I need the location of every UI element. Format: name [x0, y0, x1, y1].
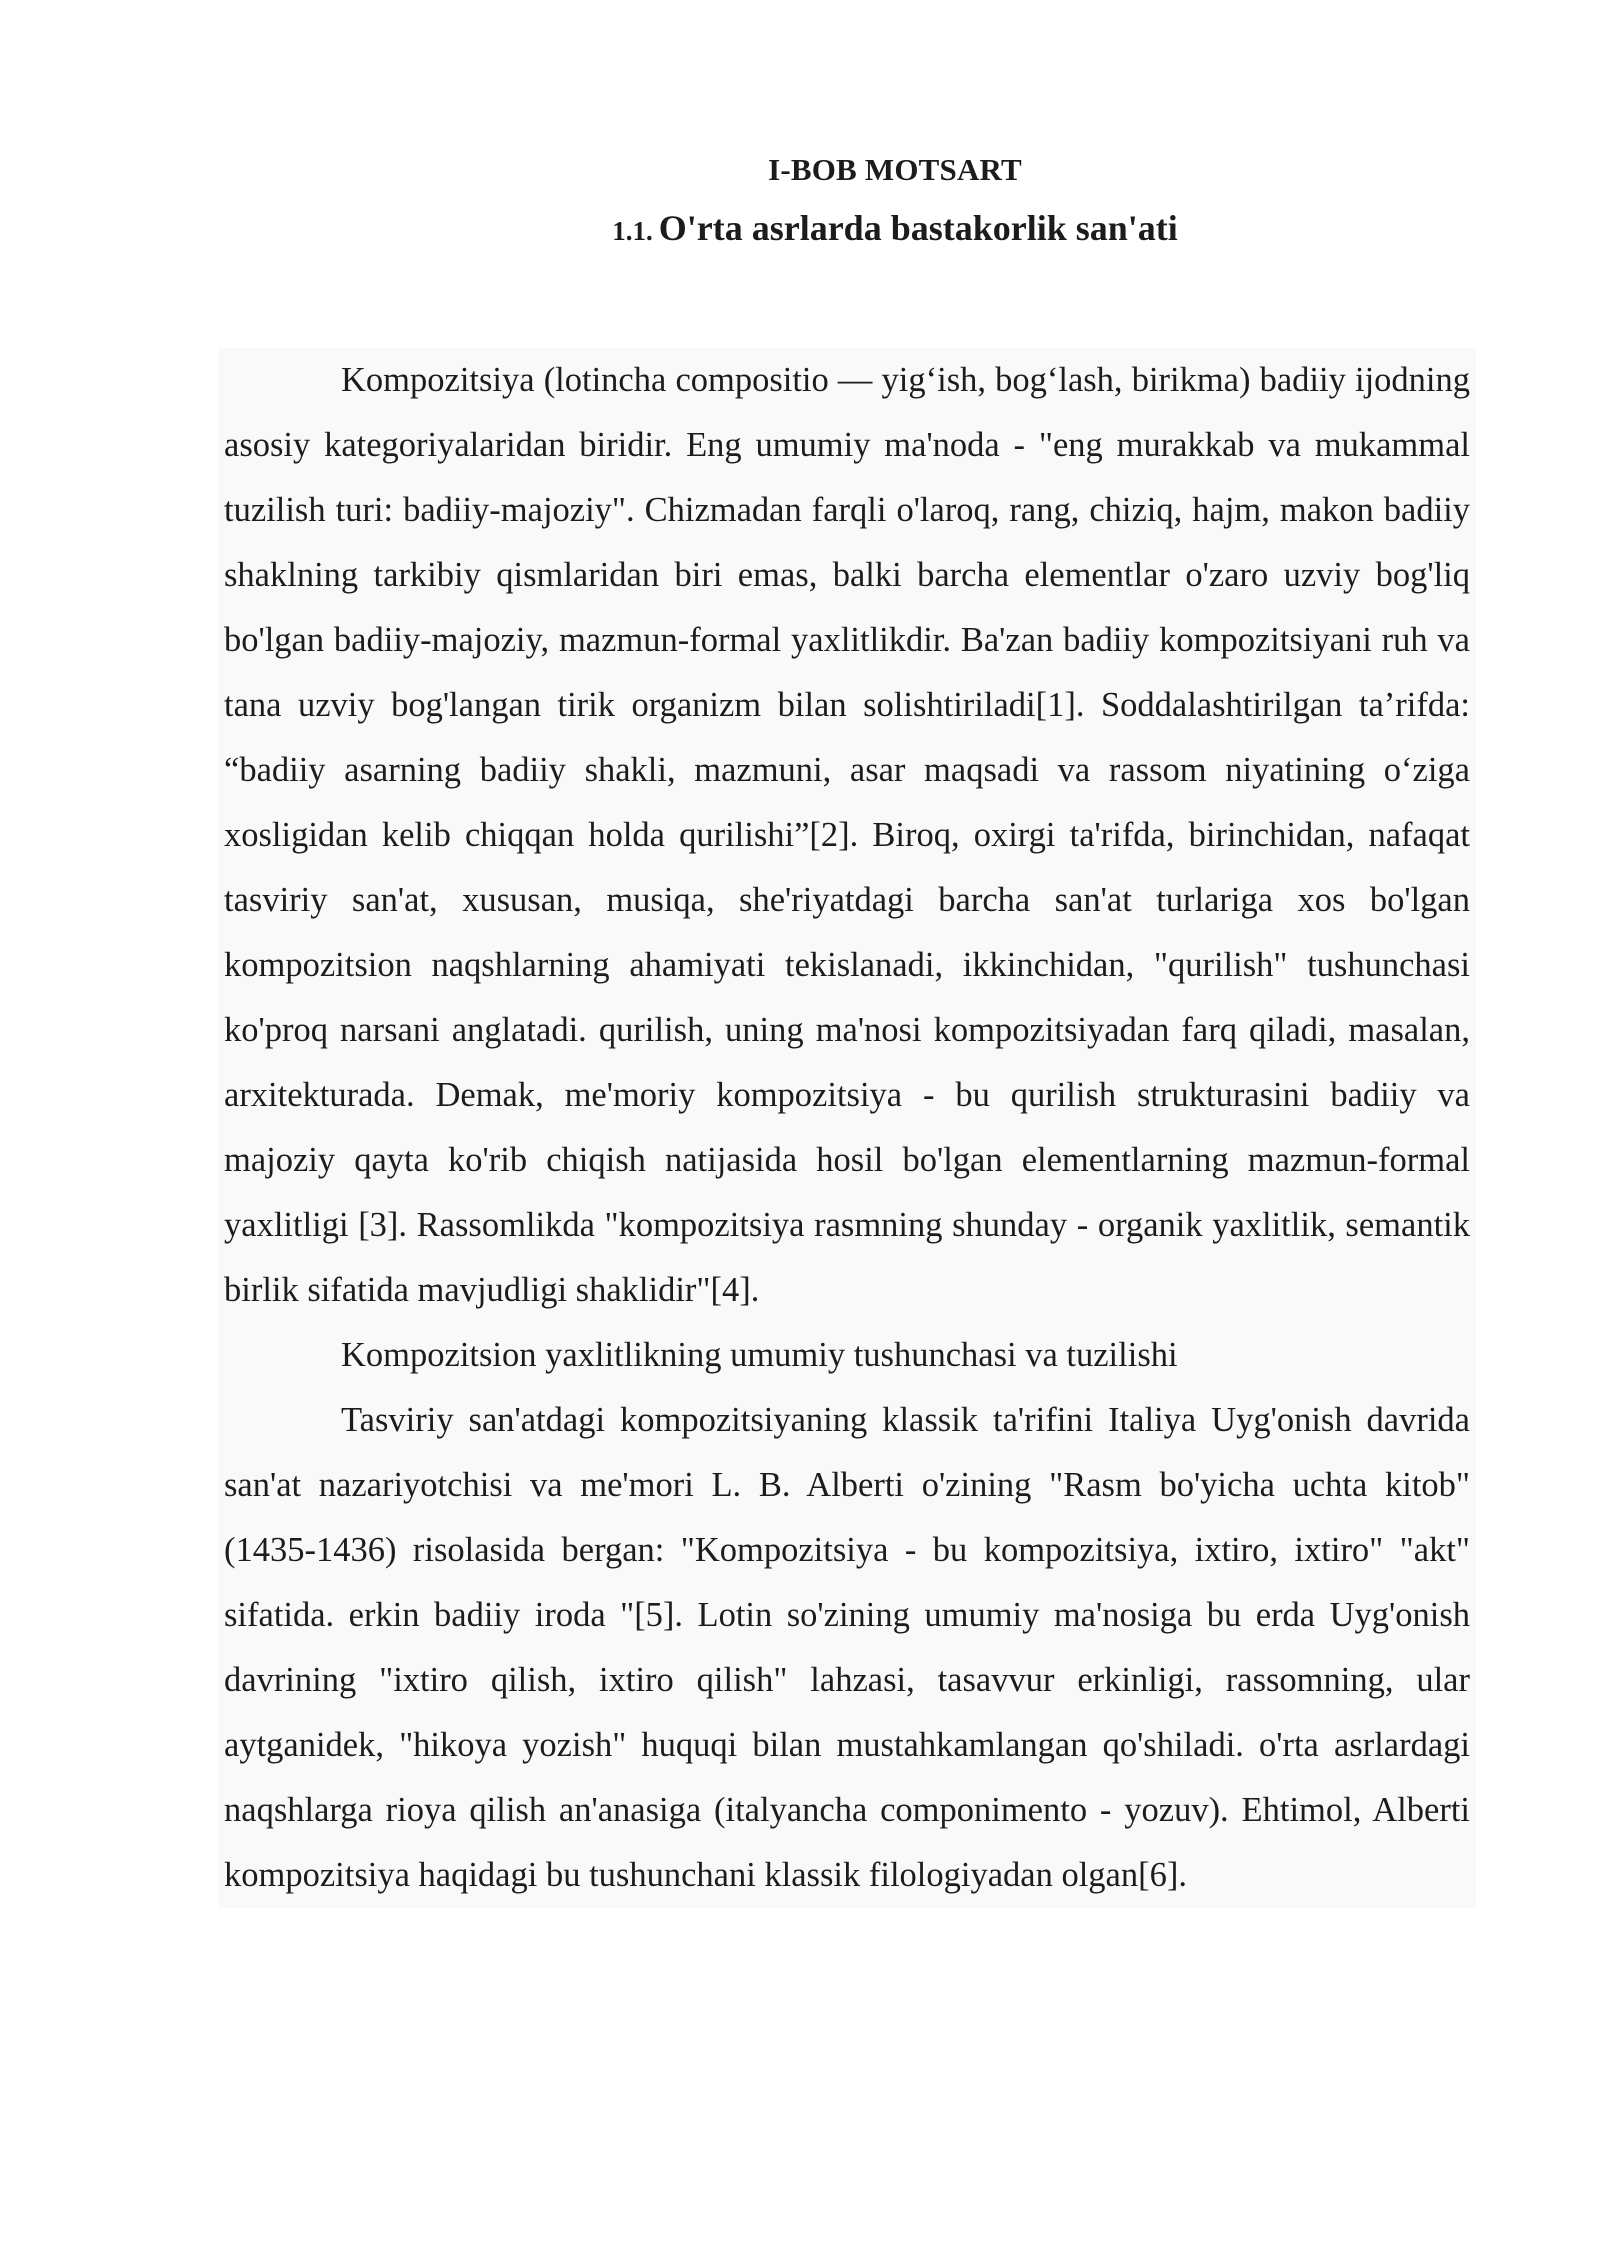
body-text [218, 348, 1476, 1908]
subheading: Kompozitsion yaxlitlikning umumiy tushunchasi va tuzilishi [341, 1336, 1178, 1374]
section-title-text: O'rta asrlarda bastakorlik san'ati [658, 208, 1178, 248]
section-title [0, 207, 1600, 249]
paragraph: Tasviriy san'atdagi kompozitsiyaning klassik ta'rifini Italiya Uyg'onish davrida san'at nazariyotchisi va me'mori L. B. Alberti o'zining "Rasm bo'yicha uchta kitob" (1435-1436) risolasida bergan: "Kompozitsiya - bu kompozitsiya, ixtiro, ixtiro" "akt" sifatida. erkin badiiy iroda "[5]. Lotin so'zining umumiy ma'nosiga bu erda Uyg'onish davrining "ixtiro qilish, ixtiro qilish" lahzasi, tasavvur erkinligi, rassomning, ular aytganidek, "hikoya yozish" huquqi bilan mustahkamlangan qo'shiladi. o'rta asrlardagi naqshlarga rioya qilish an'anasiga (italyancha componimento - yozuv). Ehtimol, Alberti kompozitsiya haqidagi bu tushunchani klassik filologiyadan olgan[6]. [224, 1401, 1470, 1894]
section-number: 1.1. [612, 216, 653, 246]
chapter-title: I-BOB MOTSART [768, 152, 1022, 187]
paragraph: Kompozitsiya (lotincha compositio — yig‘ish, bog‘lash, birikma) badiiy ijodning asosiy kategoriyalaridan biridir. Eng umumiy ma'noda - "eng murakkab va mukammal tuzilish turi: badiiy-majoziy". Chizmadan farqli o'laroq, rang, chiziq, hajm, makon badiiy shaklning tarkibiy qismlaridan biri emas, balki barcha elementlar o'zaro uzviy bog'liq bo'lgan badiiy-majoziy, mazmun-formal yaxlitlikdir. Ba'zan badiiy kompozitsiyani ruh va tana uzviy bog'langan tirik organizm bilan solishtiriladi[1]. Soddalashtirilgan ta’rifda: “badiiy asarning badiiy shakli, mazmuni, asar maqsadi va rassom niyatining o‘ziga xosligidan kelib chiqqan holda qurilishi”[2]. Biroq, oxirgi ta'rifda, birinchidan, nafaqat tasviriy san'at, xususan, musiqa, she'riyatdagi barcha san'at turlariga xos bo'lgan kompozitsion naqshlarning ahamiyati tekislanadi, ikkinchidan, "qurilish" tushunchasi ko'proq narsani anglatadi. qurilish, uning ma'nosi kompozitsiyadan farq qiladi, masalan, arxitekturada. Demak, me'moriy kompozitsiya - bu qurilish strukturasini badiiy va majoziy qayta ko'rib chiqish natijasida hosil bo'lgan elementlarning mazmun-formal yaxlitligi [3]. Rassomlikda "kompozitsiya rasmning shunday - organik yaxlitlik, semantik birlik sifatida mavjudligi shaklidir"[4]. [224, 361, 1470, 1309]
